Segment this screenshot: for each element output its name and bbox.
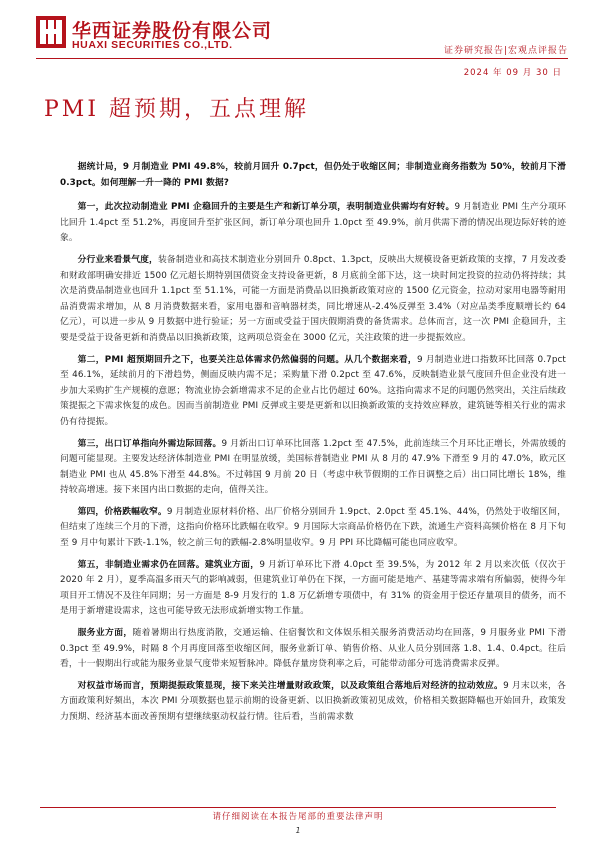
paragraph — [60, 626, 566, 673]
report-body — [60, 160, 566, 732]
report-title: PMI 超预期，五点理解 — [44, 97, 310, 122]
intro-paragraph — [60, 160, 566, 191]
paragraph — [60, 558, 566, 620]
paragraph-lead: 第一，此次拉动制造业 PMI 企稳回升的主要是生产和新订单分项，表明制造业供需均有好转。 — [77, 202, 455, 213]
paragraph-lead: 第五，非制造业需求仍在回落。建筑业方面， — [77, 559, 260, 570]
paragraph-text: 9 月新出口订单环比回落 1.2pct 至 47.5%，此前连续三个月环比正增长，外需放缓的问题可能显现。主要发达经济体制造业 PMI 在明显放缓，美国标普制造业 PMI 从 8 月的 47.9% 下滑至 9 月的 47.0%，欧元区制造业 PMI 也从 45.8%下滑至 44.8%。不过韩国 9 月前 20 日（考虑中秋节假期的工作日调整之后）出口同比增长 18%，维持较高增速。接下来国内出口数据的走向，值得关注。 — [60, 438, 566, 496]
paragraph — [60, 505, 566, 552]
paragraph-lead: 第三，出口订单指向外需边际回落。 — [77, 438, 222, 449]
header-divider — [36, 58, 568, 59]
paragraph-lead: 对权益市场而言，预期提振政策显现，接下来关注增量财政政策，以及政策组合落地后对经济的拉动效应。 — [77, 680, 504, 691]
footer-divider — [40, 807, 556, 808]
paragraph-lead: 服务业方面， — [77, 628, 133, 639]
huaxi-logo-icon — [36, 16, 66, 48]
paragraph — [60, 200, 566, 247]
paragraph-lead: 分行业来看景气度， — [77, 254, 158, 265]
paragraph — [60, 353, 566, 431]
legal-disclaimer: 请仔细阅读在本报告尾部的重要法律声明 — [212, 812, 384, 822]
company-name-en: HUAXI SECURITIES CO.,LTD. — [72, 39, 233, 51]
paragraph-text: 9 月制造业原材料价格、出厂价格分别回升 1.9pct、2.0pct 至 45.1%、44%，仍然处于收缩区间，但结束了连续三个月的下滑，这指向价格环比跌幅在收窄。9 月国际大宗商品价格仍在下跌，流通生产资料高频价格在 8 月下旬至 9 月中旬累计下跌-1.1%，较之前三旬的跌幅-2.8%明显收窄。9 月 PPI 环比降幅可能也同应收窄。 — [60, 506, 566, 549]
paragraph — [60, 253, 566, 347]
page-number: 1 — [295, 826, 301, 835]
report-type: 证券研究报告|宏观点评报告 — [443, 46, 568, 56]
paragraph-lead: 第二，PMI 超预期回升之下，也要关注总体需求仍然偏弱的问题。从几个数据来看， — [77, 354, 417, 365]
company-name-cn: 华西证券股份有限公司 — [72, 20, 273, 42]
paragraph — [60, 437, 566, 499]
paragraph-text: 9 月制造业 PMI 生产分项环比回升 1.4pct 至 51.2%，再度回升至扩张区间，新订单分项也回升 1.0pct 至 49.9%，前月供需下滑的情况出现边际好转的迹象。 — [60, 202, 566, 244]
paragraph-text: 9 月制造业进口指数环比回落 0.7pct 至 46.1%，延续前月的下滑趋势，侧面反映内需不足；采购量下滑 0.2pct 至 47.6%，反映制造业景气度回升但企业没有进一步加大采购扩生产规模的意愿；物流业协会新增需求不足的企业占比仍超过 60%。这指向需求不足的问题仍然突出，关注后续政策提振之下需求恢复的成色。因而当前制造业 PMI 反弹或主要是更新和以旧换新政策的支持效应释放，建筑链等相关行业的需求仍有待提振。 — [60, 354, 566, 427]
paragraph-text: 9 月新订单环比下滑 4.0pct 至 39.5%，为 2012 年 2 月以来次低（仅次于 2020 年 2 月），夏季高温多雨天气的影响减弱，但建筑业订单仍在下探，一方面可能是地产、基建等需求端有所偏弱，使得今年项目开工情况不及往年同期；另一方面是 8-9 月发行的 1.8 万亿新增专项债中，有 31% 的资金用于偿还存量项目的债务，而不是用于新增建设需求，这也可能导致无法形成新增实物工作量。 — [60, 559, 566, 617]
paragraph-text: 9 月末以来，各方面政策利好频出，本次 PMI 分项数据也显示前期的设备更新、以旧换新政策初见成效，价格相关数据降幅也开始回升，政策发力预期、经济基本面改善预期有望继续驱动权益行情。往后看，当前需求数 — [60, 680, 567, 722]
paragraph — [60, 679, 566, 726]
paragraph-text: 随着暑期出行热度消散，交通运输、住宿餐饮和文体娱乐相关服务消费活动均在回落，9 月服务业 PMI 下滑 0.3pct 至 49.9%，时隔 8 个月再度回落至收缩区间，服务业新订单、销售价格、从业人员分别回落 1.8、1.4、0.4pct。往后看，十一假期出行或能为服务业景气度带来短暂脉冲。降低存量房贷利率之后，可能带动部分可选消费需求反弹。 — [60, 628, 567, 670]
report-date: 2024 年 09 月 30 日 — [463, 68, 562, 78]
paragraph-text: 据统计局，9 月制造业 PMI 49.8%，较前月回升 0.7pct，但仍处于收缩区间；非制造业商务指数为 50%，较前月下滑 0.3pct。如何理解一升一降的 PMI 数据? — [60, 162, 566, 188]
paragraph-text: 装备制造业和高技术制造业分别回升 0.8pct、1.3pct，反映出大规模设备更新政策的支撑，7 月发改委和财政部明确安排近 1500 亿元超长期特别国债资金支持设备更新，8 月底前全部下达，这一块时间定投资的拉动仍将持续；其次是消费品制造业也回升 1.1pct 至 51.1%，可能一方面是消费品以旧换新政策对应的 1500 亿元资金，拉动对家用电器等耐用品消费需求增加，从 8 月消费数据来看，家用电器和音响器材类，同比增速从-2.4%反弹至 3.4%（对应品类季度顺增长约 64 亿元），可以进一步从 9 月数据中进行验证；另一方面或受益于国庆假期消费的备货需求。总体而言，这一次 PMI 企稳回升，主要是受益于设备更新和消费品以旧换新政策，这两项总资金在 3000 亿元，关注政策的进一步提振效应。 — [60, 254, 566, 343]
paragraph-lead: 第四，价格跌幅收窄。 — [77, 506, 167, 517]
